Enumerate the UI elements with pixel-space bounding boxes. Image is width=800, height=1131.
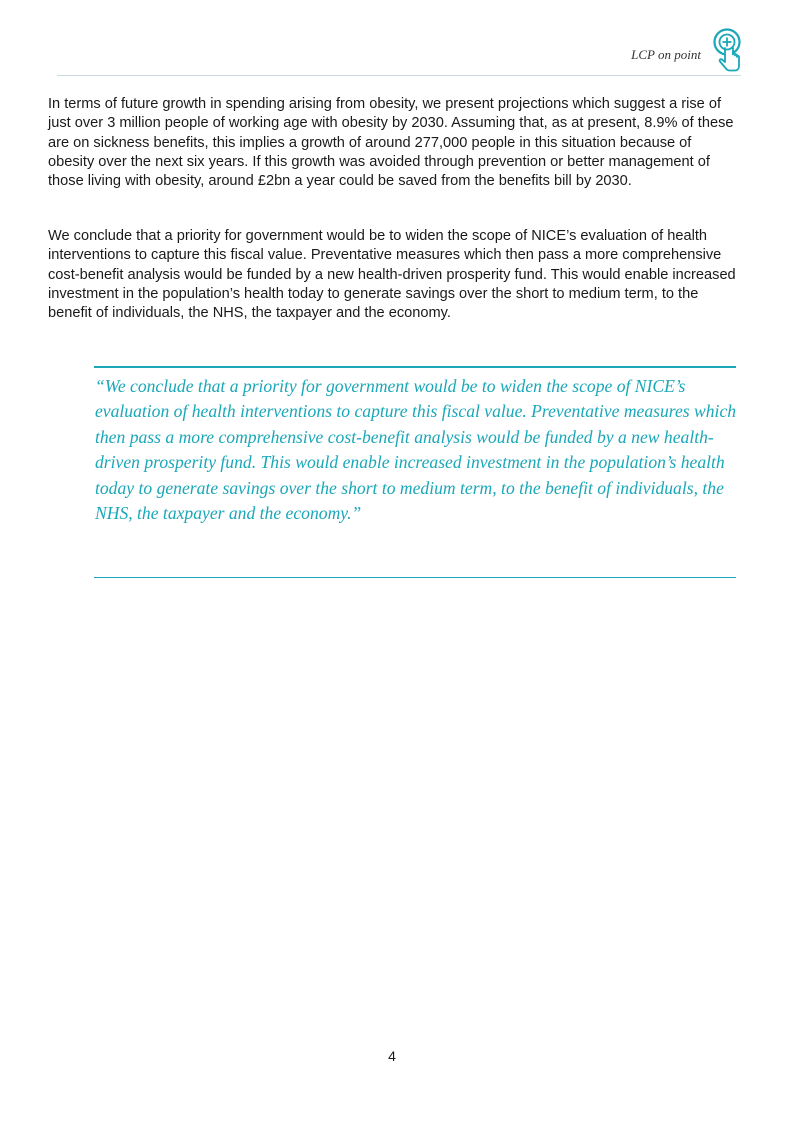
header-title: LCP on point — [631, 47, 701, 62]
header-divider — [57, 75, 741, 76]
hand-pointer-plus-icon — [711, 27, 745, 73]
body-paragraph-1: In terms of future growth in spending arising from obesity, we present projections which suggest a rise of just over 3 million people of working age with obesity by 2030. Assuming that, as at present, 8.9% of these are on sickness benefits, this implies a growth of around 277,000 people in this situation because of obesity over the next six years. If this growth was avoided through prevention or better management of those living with obesity, around £2bn a year could be saved from the benefits bill by 2030. — [48, 96, 734, 190]
page-header — [0, 0, 800, 80]
pull-quote-top-divider — [94, 366, 736, 368]
body-paragraph-2: We conclude that a priority for government would be to widen the scope of NICE’s evaluation of health interventions to capture this fiscal value. Preventative measures which then pass a more comprehensive cost-benefit analysis would be funded by a new health-driven prosperity fund. This would enable increased investment in the population’s health today to generate savings over the short to medium term, to the benefit of individuals, the NHS, the taxpayer and the economy. — [48, 228, 736, 322]
pull-quote-bottom-divider — [94, 577, 736, 578]
page-number: 4 — [388, 1048, 396, 1064]
pull-quote: “We conclude that a priority for government would be to widen the scope of NICE’s evaluation of health interventions to capture this fiscal value. Preventative measures which then pass a more comprehensive cost-benefit analysis would be funded by a new health-driven prosperity fund. This would enable increased investment in the population’s health today to generate savings over the short to medium term, to the benefit of individuals, the NHS, the taxpayer and the economy.” — [95, 376, 737, 524]
